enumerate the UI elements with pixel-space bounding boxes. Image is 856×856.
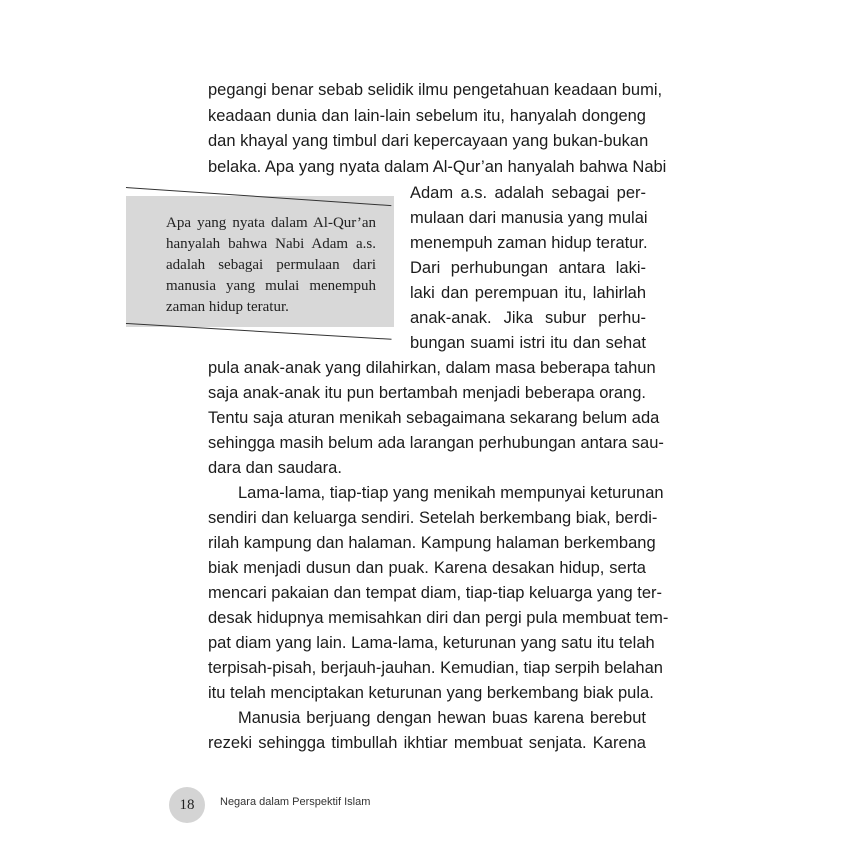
body-line: Tentu saja aturan menikah sebagaimana sekarang belum ada bbox=[208, 409, 660, 427]
pull-quote-line: hanyalah bahwa Nabi Adam a.s. bbox=[166, 236, 376, 252]
body-line: Manusia berjuang dengan hewan buas karena berebut bbox=[238, 709, 646, 727]
body-line: rezeki sehingga timbullah ikhtiar membuat senjata. Karena bbox=[208, 734, 646, 752]
body-line: itu telah menciptakan keturunan yang berkembang biak pula. bbox=[208, 684, 654, 702]
body-line: dara dan saudara. bbox=[208, 459, 342, 477]
body-line: mulaan dari manusia yang mulai bbox=[410, 209, 648, 227]
pull-quote-line: manusia yang mulai menempuh bbox=[166, 278, 376, 294]
body-line: dan khayal yang timbul dari kepercayaan yang bukan-bukan bbox=[208, 132, 649, 150]
body-line: desak hidupnya memisahkan diri dan pergi pula membuat tem- bbox=[208, 609, 669, 627]
body-line: mencari pakaian dan tempat diam, tiap-tiap keluarga yang ter- bbox=[208, 584, 662, 602]
body-line: belaka. Apa yang nyata dalam Al-Qur’an hanyalah bahwa Nabi bbox=[208, 158, 667, 176]
body-line: saja anak-anak itu pun bertambah menjadi beberapa orang. bbox=[208, 384, 646, 402]
body-line: terpisah-pisah, berjauh-jauhan. Kemudian, tiap serpih belahan bbox=[208, 659, 663, 677]
page-number: 18 bbox=[179, 797, 195, 813]
pull-quote-line: Apa yang nyata dalam Al-Qur’an bbox=[166, 215, 376, 231]
body-line: sehingga masih belum ada larangan perhubungan antara sau- bbox=[208, 434, 664, 452]
body-line: menempuh zaman hidup teratur. bbox=[410, 234, 648, 252]
body-line: Dari perhubungan antara laki- bbox=[410, 259, 646, 277]
body-line: pula anak-anak yang dilahirkan, dalam masa beberapa tahun bbox=[208, 359, 656, 377]
running-title: Negara dalam Perspektif Islam bbox=[220, 796, 371, 808]
pull-quote-line: zaman hidup teratur. bbox=[166, 299, 289, 315]
pull-quote-line: adalah sebagai permulaan dari bbox=[166, 257, 376, 273]
body-line: keadaan dunia dan lain-lain sebelum itu, hanyalah dongeng bbox=[208, 107, 646, 125]
body-line: Lama-lama, tiap-tiap yang menikah mempunyai keturunan bbox=[238, 484, 664, 502]
body-line: bungan suami istri itu dan sehat bbox=[410, 334, 646, 352]
body-line: biak menjadi dusun dan puak. Karena desakan hidup, serta bbox=[208, 559, 646, 577]
body-line: pegangi benar sebab selidik ilmu pengetahuan keadaan bumi, bbox=[208, 81, 663, 99]
body-line: pat diam yang lain. Lama-lama, keturunan yang satu itu telah bbox=[208, 634, 655, 652]
body-line: sendiri dan keluarga sendiri. Setelah berkembang biak, berdi- bbox=[208, 509, 658, 527]
body-line: Adam a.s. adalah sebagai per- bbox=[410, 184, 646, 202]
body-line: laki dan perempuan itu, lahirlah bbox=[410, 284, 646, 302]
body-line: rilah kampung dan halaman. Kampung halaman berkembang bbox=[208, 534, 656, 552]
body-line: anak-anak. Jika subur perhu- bbox=[410, 309, 646, 327]
